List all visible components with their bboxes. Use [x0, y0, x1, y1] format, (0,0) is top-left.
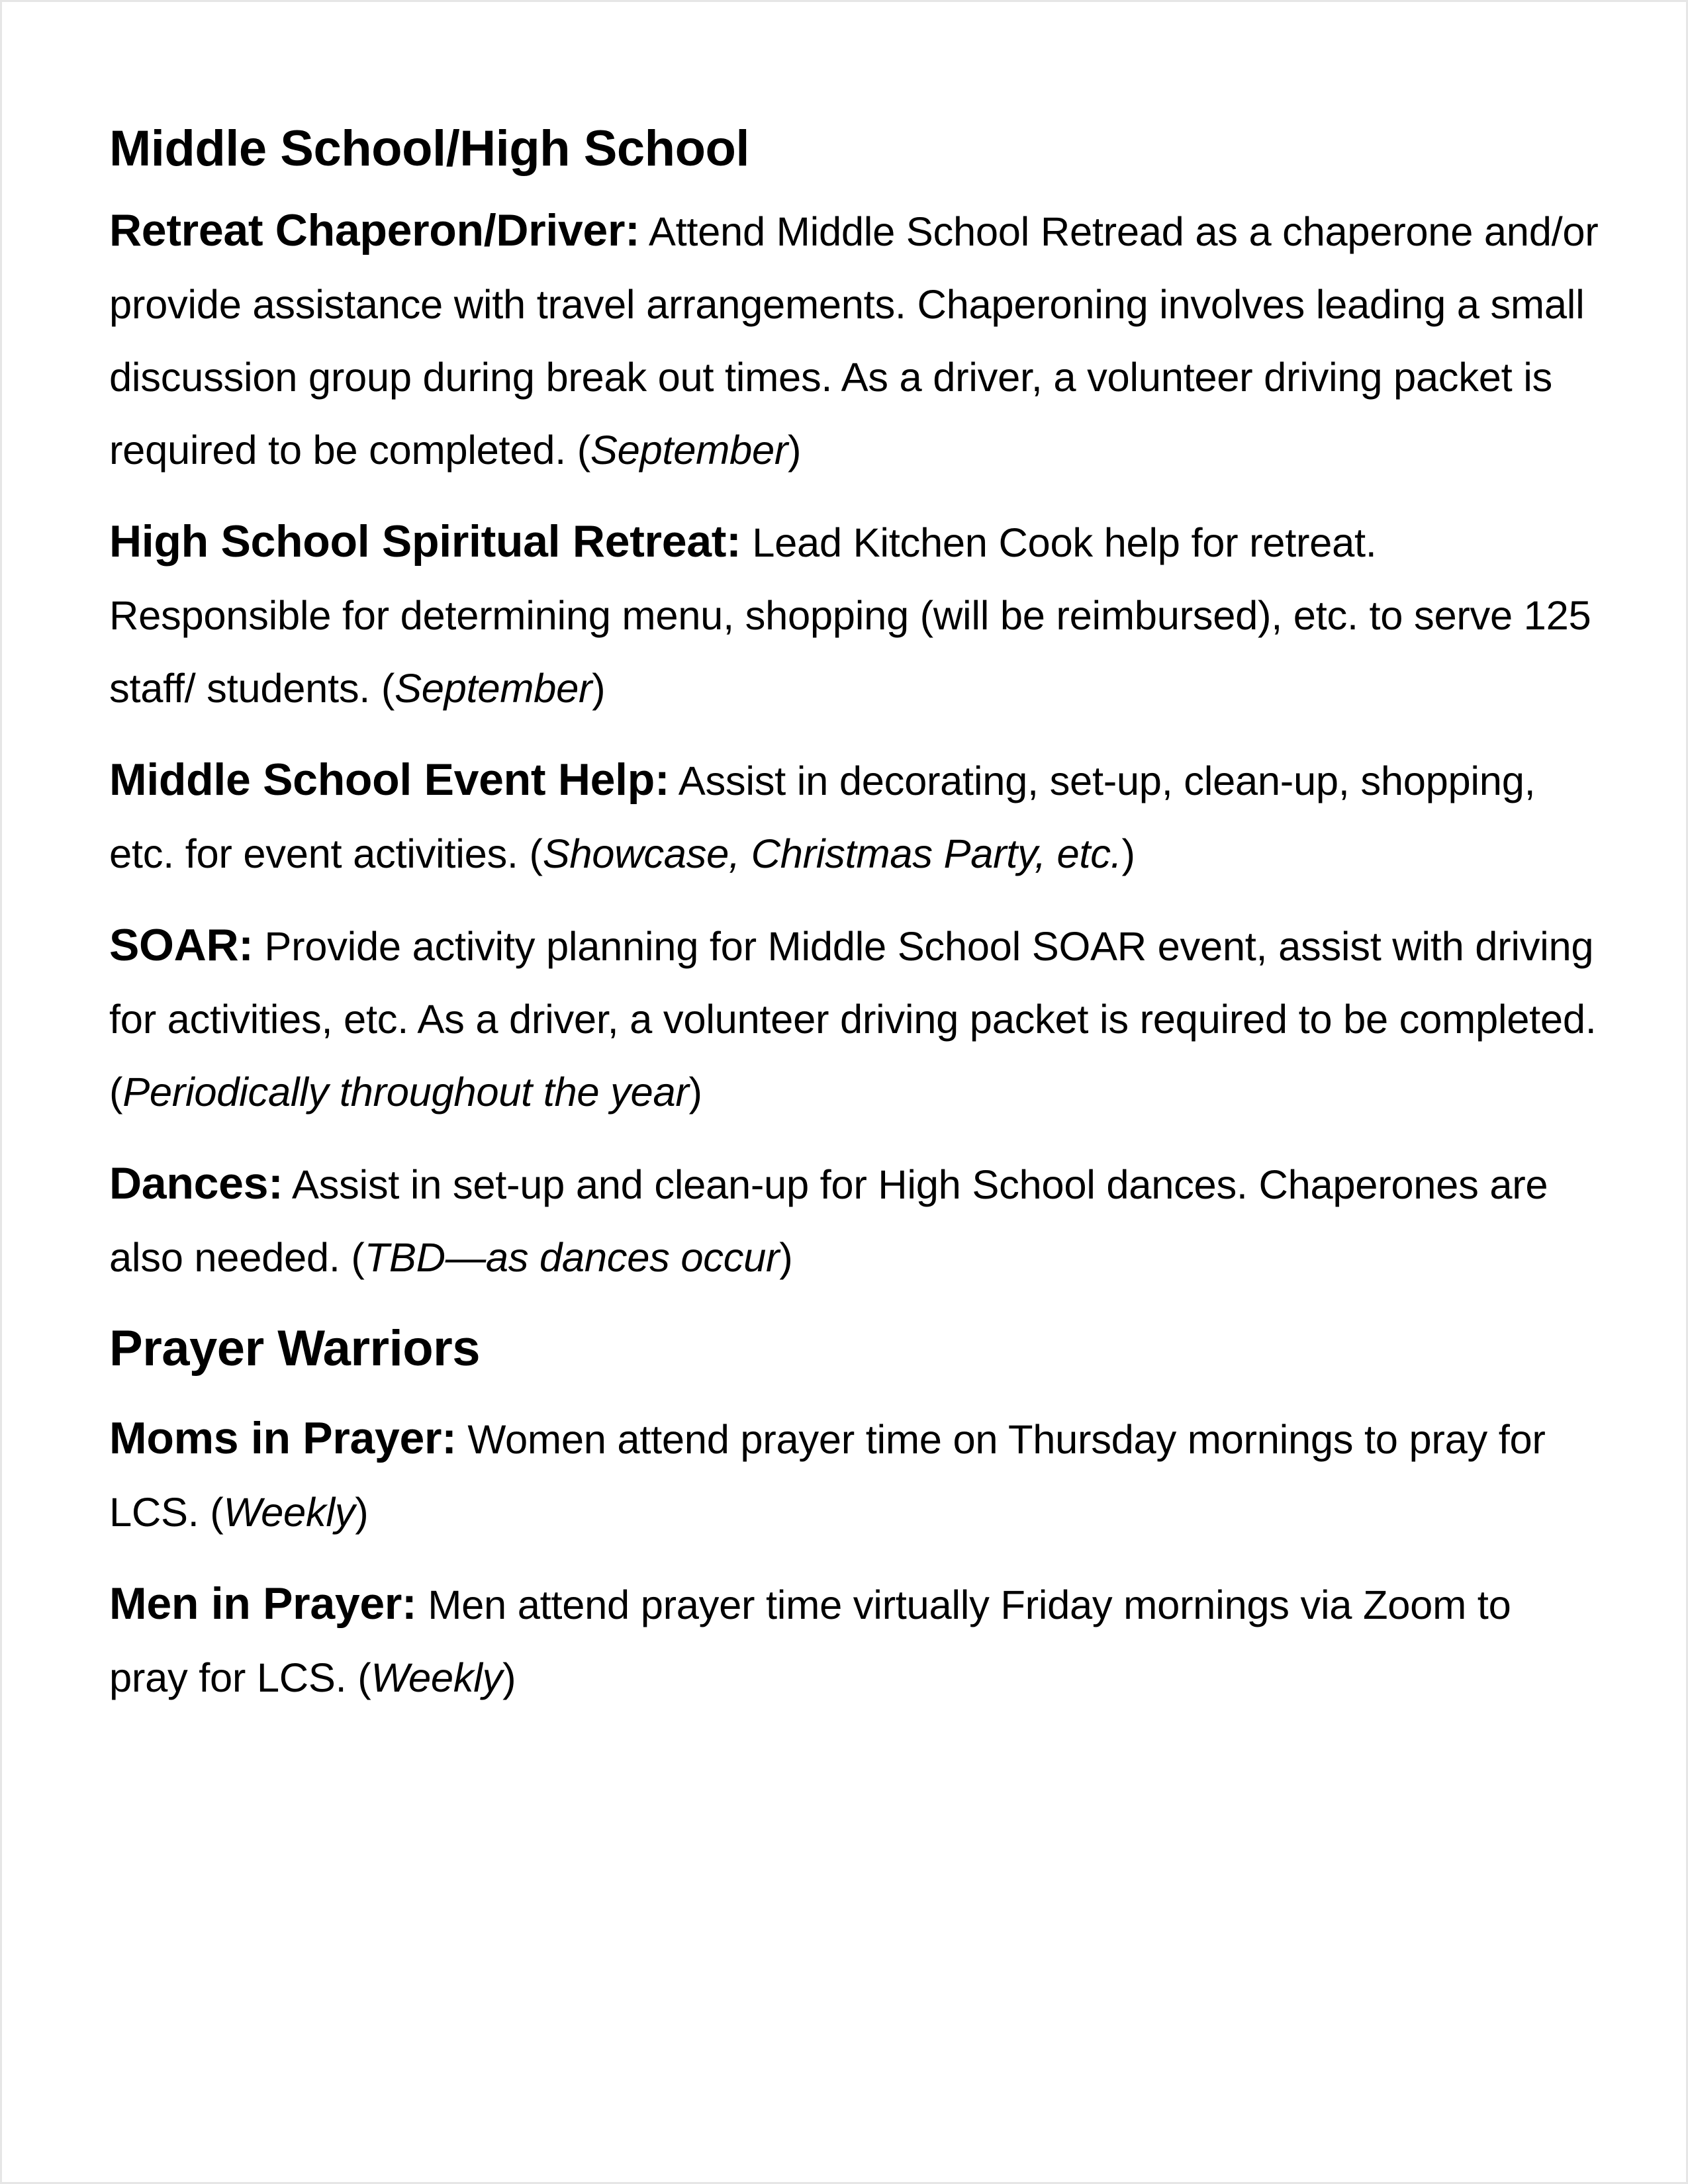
entry-close-paren: ) [592, 666, 606, 711]
entry-schedule: Periodically throughout the year [122, 1069, 689, 1115]
entry-men-in-prayer [109, 1567, 1599, 1715]
entry-description: Assist in decorating, set-up, clean-up, shopping, etc. for event activities. ( [109, 758, 1536, 877]
entry-schedule: September [590, 428, 788, 473]
entry-description: Women attend prayer time on Thursday mornings to pray for LCS. ( [109, 1417, 1546, 1535]
entry-term: Moms in Prayer: [109, 1413, 457, 1463]
entry-close-paren: ) [779, 1235, 793, 1281]
entry-schedule: Weekly [223, 1490, 355, 1535]
entry-close-paren: ) [355, 1490, 369, 1535]
entry-term: SOAR: [109, 920, 254, 970]
entry-description: Men attend prayer time virtually Friday mornings via Zoom to pray for LCS. ( [109, 1582, 1511, 1701]
entry-description: Provide activity planning for Middle School SOAR event, assist with driving for activities, etc. As a driver, a volunteer driving packet is required to be completed. ( [109, 924, 1597, 1115]
entry-middle-school-event-help [109, 743, 1599, 891]
entry-close-paren: ) [788, 428, 802, 473]
entry-term: Middle School Event Help: [109, 754, 670, 805]
entry-dances [109, 1147, 1599, 1295]
entry-term: Retreat Chaperon/Driver: [109, 205, 640, 255]
entry-high-school-spiritual-retreat [109, 505, 1599, 725]
entry-close-paren: ) [1121, 831, 1135, 877]
entry-moms-in-prayer [109, 1402, 1599, 1549]
entry-term: High School Spiritual Retreat: [109, 516, 741, 567]
entry-schedule: Weekly [371, 1655, 503, 1701]
entry-schedule: September [395, 666, 592, 711]
entry-description: Assist in set-up and clean-up for High School dances. Chaperones are also needed. ( [109, 1162, 1548, 1281]
entry-soar [109, 909, 1599, 1129]
entry-close-paren: ) [688, 1069, 702, 1115]
entry-description: Lead Kitchen Cook help for retreat. Responsible for determining menu, shopping (will be reimbursed), etc. to serve 125 staff/ students. ( [109, 520, 1591, 711]
section-heading-prayer-warriors: Prayer Warriors [109, 1320, 480, 1377]
entry-term: Men in Prayer: [109, 1578, 417, 1629]
entry-schedule: Showcase, Christmas Party, etc. [542, 831, 1122, 877]
entry-schedule: TBD—as dances occur [364, 1235, 780, 1281]
entry-close-paren: ) [502, 1655, 516, 1701]
entry-term: Dances: [109, 1158, 283, 1208]
page-content [109, 113, 1599, 1733]
entry-description: Attend Middle School Retread as a chaperone and/or provide assistance with travel arrangements. Chaperoning involves leading a small discussion group during break out times. As a driver, a volunteer driving packet is required to be completed. ( [109, 209, 1599, 473]
section-heading-middle-high-school: Middle School/High School [109, 120, 750, 177]
entry-retreat-chaperon-driver [109, 194, 1599, 487]
